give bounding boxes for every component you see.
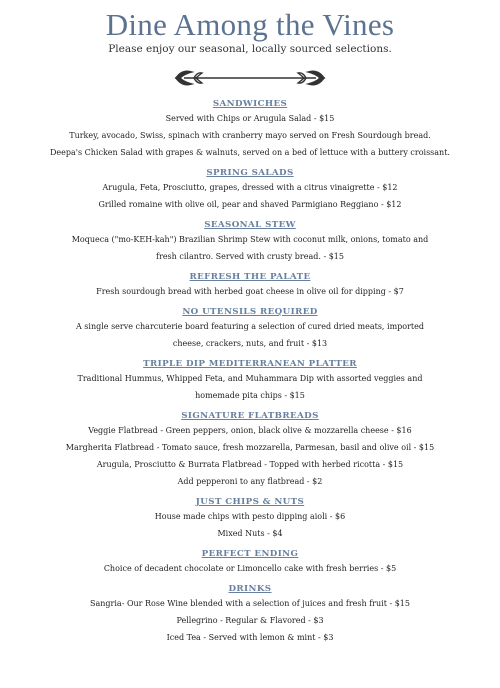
menu-line: Arugula, Feta, Prosciutto, grapes, dressed with a citrus vinaigrette - $12 xyxy=(102,183,398,192)
section-title: NO UTENSILS REQUIRED xyxy=(182,307,318,317)
section-title: PERFECT ENDING xyxy=(201,549,299,559)
menu-line: Grilled romaine with olive oil, pear and shaved Parmigiano Reggiano - $12 xyxy=(98,200,402,209)
menu-line: cheese, crackers, nuts, and fruit - $13 xyxy=(172,339,328,348)
menu-line: Mixed Nuts - $4 xyxy=(217,529,283,538)
section-title: SPRING SALADS xyxy=(206,168,294,178)
section-title: TRIPLE DIP MEDITERRANEAN PLATTER xyxy=(143,359,357,369)
menu-line: homemade pita chips - $15 xyxy=(195,391,305,400)
section-title: JUST CHIPS & NUTS xyxy=(195,497,305,507)
menu-line: Arugula, Prosciutto & Burrata Flatbread - Topped with herbed ricotta - $15 xyxy=(96,460,404,469)
section-title: SEASONAL STEW xyxy=(204,220,296,230)
section-chips-nuts xyxy=(0,496,500,542)
section-triple-dip xyxy=(0,358,500,404)
menu-line: Deepa's Chicken Salad with grapes & walnuts, served on a bed of lettuce with a buttery croissant. xyxy=(50,148,450,157)
menu-line: Pellegrino - Regular & Flavored - $3 xyxy=(176,616,324,625)
menu-line: House made chips with pesto dipping aioli - $6 xyxy=(154,512,346,521)
section-refresh-palate xyxy=(0,271,500,300)
section-title: REFRESH THE PALATE xyxy=(189,272,311,282)
menu-line: Sangria- Our Rose Wine blended with a selection of juices and fresh fruit - $15 xyxy=(90,599,410,608)
menu-line: Add pepperoni to any flatbread - $2 xyxy=(177,477,323,486)
section-title: SIGNATURE FLATBREADS xyxy=(181,411,319,421)
menu-subtitle: Please enjoy our seasonal, locally sourced selections. xyxy=(108,43,392,55)
section-title: SANDWICHES xyxy=(212,99,288,109)
menu-line: Served with Chips or Arugula Salad - $15 xyxy=(165,114,335,123)
menu-line: A single serve charcuterie board featuring a selection of cured dried meats, imported xyxy=(75,322,424,331)
menu-line: Iced Tea - Served with lemon & mint - $3 xyxy=(166,633,334,642)
vine-leaf-divider-icon xyxy=(0,66,500,90)
menu-line: Veggie Flatbread - Green peppers, onion, black olive & mozzarella cheese - $16 xyxy=(88,426,412,435)
menu-line: Moqueca ("mo-KEH-kah") Brazilian Shrimp Stew with coconut milk, onions, tomato and xyxy=(71,235,429,244)
section-perfect-ending xyxy=(0,548,500,577)
menu-line: Turkey, avocado, Swiss, spinach with cranberry mayo served on Fresh Sourdough bread. xyxy=(69,131,431,140)
menu-line: fresh cilantro. Served with crusty bread. - $15 xyxy=(156,252,344,261)
menu-line: Choice of decadent chocolate or Limoncello cake with fresh berries - $5 xyxy=(103,564,397,573)
menu-title: Dine Among the Vines xyxy=(105,7,395,42)
section-seasonal-stew xyxy=(0,219,500,265)
section-title: DRINKS xyxy=(228,584,272,594)
section-spring-salads xyxy=(0,167,500,213)
section-sandwiches xyxy=(0,98,500,161)
menu-line: Traditional Hummus, Whipped Feta, and Muhammara Dip with assorted veggies and xyxy=(77,374,423,383)
section-drinks xyxy=(0,583,500,646)
menu-line: Fresh sourdough bread with herbed goat cheese in olive oil for dipping - $7 xyxy=(96,287,404,296)
section-flatbreads xyxy=(0,410,500,490)
section-no-utensils xyxy=(0,306,500,352)
menu-line: Margherita Flatbread - Tomato sauce, fresh mozzarella, Parmesan, basil and olive oil - $15 xyxy=(65,443,435,452)
